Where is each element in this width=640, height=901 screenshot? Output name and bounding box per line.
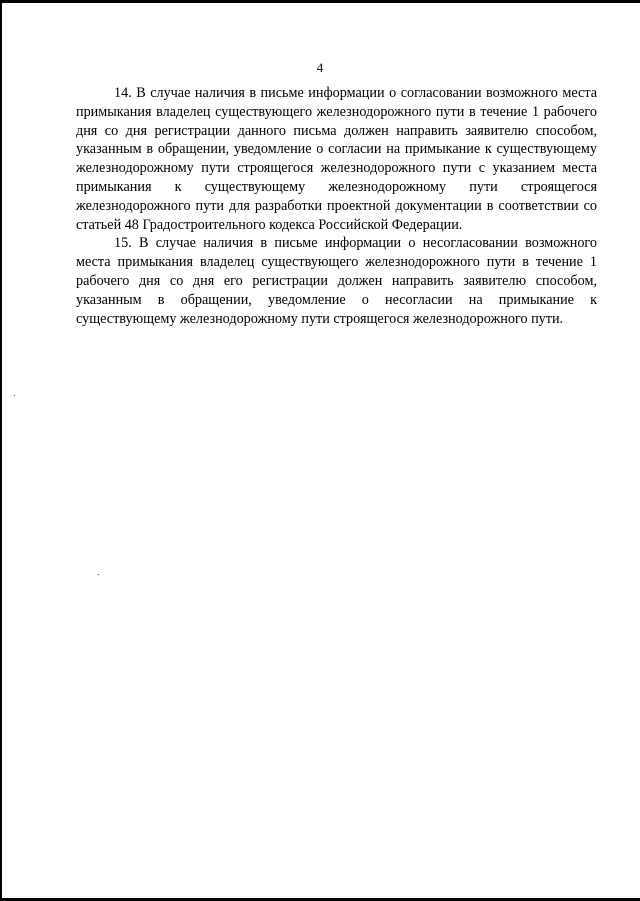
document-body: [76, 84, 597, 328]
scan-speck: [14, 395, 15, 396]
paragraph-15: 15. В случае наличия в письме информации о несогласовании возможного места примыкания владелец существующего железнодорожного пути в течение 1 рабочего дня со дня его регистрации должен направить заявителю способом, указанным в обращении, уведомление о несогласии на примыкание к существующему железнодорожному пути строящегося железнодорожного пути.: [76, 235, 597, 327]
paragraph-14: 14. В случае наличия в письме информации о согласовании возможного места примыкания владелец существующего железнодорожного пути в течение 1 рабочего дня со дня регистрации данного письма должен направить заявителю способом, указанным в обращении, уведомление о согласии на примыкание к существующему железнодорожному пути строящегося железнодорожного пути с указанием места примыкания к существующему железнодорожному пути строящегося железнодорожного пути для разработки проектной документации в соответствии со статьей 48 Градостроительного кодекса Российской Федерации.: [76, 85, 597, 233]
page-number: 4: [316, 60, 324, 75]
scan-speck: [98, 574, 99, 575]
scan-border-left: [0, 0, 2, 901]
scan-border-top: [0, 0, 640, 3]
